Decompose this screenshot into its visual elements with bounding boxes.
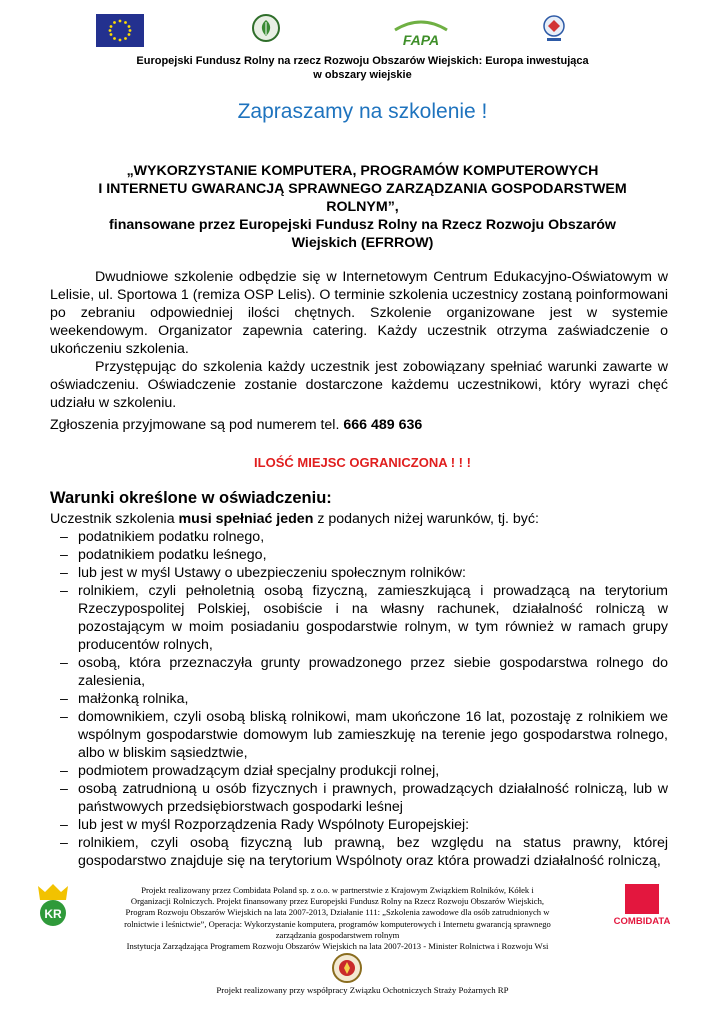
limited-seats-notice: ILOŚĆ MIEJSC OGRANICZONA ! ! ! <box>254 455 471 470</box>
list-item: – małżonką rolnika, <box>50 690 668 708</box>
conditions-intro <box>50 510 539 528</box>
list-item: – rolnikiem, czyli pełnoletnią osobą fizyczną, zamieszkującą i prowadzącą na terytorium Rzeczypospolitej Polskiej, osobiście i na własny rachunek, działalność rolniczą w pozostającym w moim posiadaniu gospodarstwie rolnym, w tym również w ramach grupy producentów rolnych, <box>50 582 668 654</box>
eu-flag-icon <box>96 14 144 47</box>
ministry-emblem-icon <box>541 14 567 44</box>
header-program-title <box>60 54 665 82</box>
conditions-intro-before: Uczestnik szkolenia <box>50 511 179 527</box>
footer-line-2: Organizacji Rolniczych. Projekt finansowany przez Europejski Fundusz Rolny na Rzecz Rozwoju Obszarów Wiejskich, <box>130 896 545 907</box>
footer-line-1: Projekt realizowany przez Combidata Poland sp. z o.o. w partnerstwie z Krajowym Związkiem Rolników, Kółek i <box>141 885 534 895</box>
course-line-4: finansowane przez Europejski Fundusz Rolny na Rzecz Rozwoju Obszarów <box>109 217 616 233</box>
list-item: – podatnikiem podatku leśnego, <box>50 546 668 564</box>
page-title: Zapraszamy na szkolenie ! <box>237 100 488 123</box>
conditions-heading: Warunki określone w oświadczeniu: <box>50 489 332 507</box>
footer-line-3: Program Rozwoju Obszarów Wiejskich na lata 2007-2013, Działanie 111: „Szkolenia zawodowe dla osób zatrudnionych w <box>125 907 550 918</box>
list-item: – osobą zatrudnioną u osób fizycznych i prawnych, prowadzących działalność rolniczą, lub w państwowych przedsiębiorstwach gospodarki leśnej <box>50 780 668 816</box>
conditions-intro-after: z podanych niżej warunków, tj. być: <box>313 511 539 527</box>
training-description: Dwudniowe szkolenie odbędzie się w Internetowym Centrum Edukacyjno-Oświatowym w Lelisie, ul. Sportowa 1 (remiza OSP Lelis). O terminie szkolenia uczestnicy zostaną poinformowani po zebraniu odpowiedniej ilości chętnych. Szkolenie organizowane jest w systemie weekendowym. Organizator zapewnia catering. Każdy uczestnik otrzyma zaświadczenie o ukończeniu szkolenia. <box>50 269 668 357</box>
footer-line-6: Instytucja Zarządzająca Programem Rozwoju Obszarów Wiejskich na lata 2007-2013 - Minister Rolnictwa i Rozwoju Wsi <box>126 941 549 952</box>
footer-line-4: rolnictwie i leśnictwie”, Operacja: Wykorzystanie komputera, programów komputerowych i Internetu gwarancją sprawnego <box>124 918 551 929</box>
list-item: – rolnikiem, czyli osobą fizyczną lub prawną, bez względu na status prawny, której gospodarstwo znajduje się na terytorium Wspólnoty oraz która prowadzi działalność rolniczą, <box>50 834 668 870</box>
list-item: – lub jest w myśl Ustawy o ubezpieczeniu społecznym rolników: <box>50 564 668 582</box>
leaf-emblem-icon <box>252 14 280 42</box>
course-line-3: ROLNYM”, <box>326 199 399 215</box>
course-line-5: Wiejskich (EFRROW) <box>291 235 434 251</box>
list-item: – domownikiem, czyli osobą bliską rolnikowi, mam ukończone 16 lat, pozostaję z rolnikiem we wspólnym gospodarstwie domowym lub zamieszkuję na terenie jego gospodarstwa rolnego, albo w bliskim sąsiedztwie, <box>50 708 668 762</box>
course-line-2: I INTERNETU GWARANCJĄ SPRAWNEGO ZARZĄDZANIA GOSPODARSTWEM <box>98 181 627 197</box>
conditions-list <box>50 528 668 870</box>
registration-line <box>50 416 668 434</box>
header-line-1: Europejski Fundusz Rolny na rzecz Rozwoju Obszarów Wiejskich: Europa inwestująca <box>136 55 589 67</box>
footer-cooperation: Projekt realizowany przy współpracy Związku Ochotniczych Straży Pożarnych RP <box>216 985 509 995</box>
fapa-logo-text: FAPA <box>402 32 440 48</box>
registration-text: Zgłoszenia przyjmowane są pod numerem tel. <box>50 417 344 433</box>
course-title <box>50 162 675 252</box>
footer-project-info <box>85 885 590 952</box>
list-item: – podmiotem prowadzącym dział specjalny produkcji rolnej, <box>50 762 668 780</box>
declaration-paragraph: Przystępując do szkolenia każdy uczestnik jest zobowiązany spełniać warunki zawarte w oświadczeniu. Oświadczenie zostanie dostarczone każdemu uczestnikowi, który wyrazi chęć udziału w szkoleniu. <box>50 359 668 411</box>
phone-number: 666 489 636 <box>343 417 423 433</box>
osp-emblem-icon <box>331 952 363 984</box>
combidata-logo-text: COMBIDATA <box>613 916 671 927</box>
list-item: – podatnikiem podatku rolnego, <box>50 528 668 546</box>
list-item: – lub jest w myśl Rozporządzenia Rady Wspólnoty Europejskiej: <box>50 816 668 834</box>
course-line-1: „WYKORZYSTANIE KOMPUTERA, PROGRAMÓW KOMPUTEROWYCH <box>126 163 599 179</box>
header-line-2: w obszary wiejskie <box>313 69 412 81</box>
fapa-logo <box>391 16 451 48</box>
kr-logo-text: KR <box>44 907 62 921</box>
kr-logo <box>36 882 70 928</box>
logo-strip <box>0 14 725 54</box>
list-item: – osobą, która przeznaczyła grunty prowadzonego przez siebie gospodarstwa rolnego do zalesienia, <box>50 654 668 690</box>
combidata-logo <box>613 884 671 930</box>
footer-line-5: zarządzania gospodarstwem rolnym <box>275 929 400 940</box>
conditions-intro-bold: musi spełniać jeden <box>178 511 314 527</box>
